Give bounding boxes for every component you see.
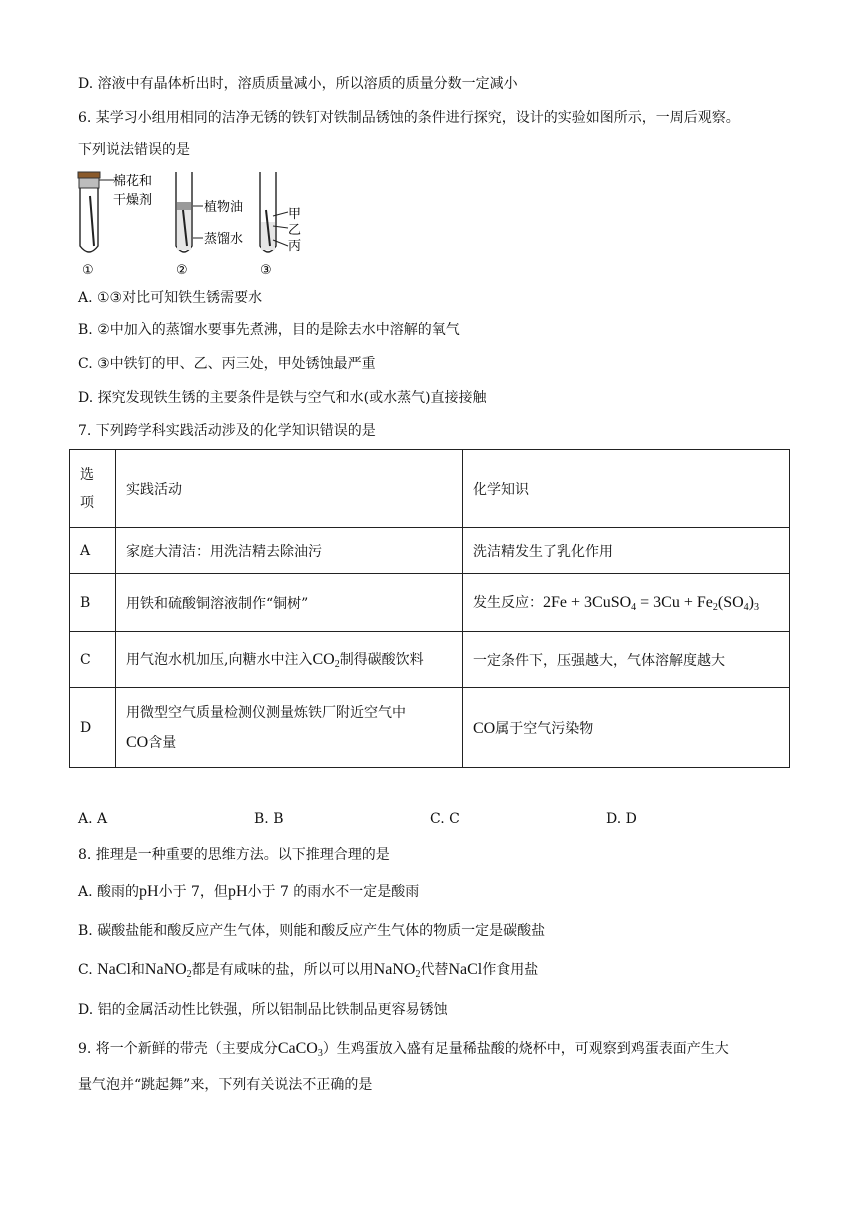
row-c-activity: 用气泡水机加压,向糖水中注入$CO_2$制得碳酸饮料	[116, 632, 463, 688]
tube-3	[260, 172, 288, 252]
table-header-row	[70, 450, 790, 528]
q7-table	[69, 449, 790, 768]
table-row	[70, 688, 790, 768]
row-b-knowledge: 发生反应：2Fe + 3CuSO$_4$ = $3Cu + Fe_2(SO_4)_3$	[463, 574, 790, 632]
label-water: 蒸馏水	[204, 232, 244, 247]
q8-option-c: C. NaCl和NaNO$_2$都是有咸味的盐，所以可以用NaNO$_2$代替NaCl作食用盐	[78, 961, 539, 980]
q9-line1: 9. 将一个新鲜的带壳（主要成分CaCO$_3$）生鸡蛋放入盛有足量稀盐酸的烧杯中，可观察到鸡蛋表面产生大	[78, 1040, 729, 1059]
tube-2-label: ②	[176, 263, 188, 278]
q6-stem-line2: 下列说法错误的是	[78, 142, 190, 158]
q5-option-d: D. 溶液中有晶体析出时，溶质质量减小，所以溶质的质量分数一定减小	[78, 76, 518, 92]
q6-option-d: D. 探究发现铁生锈的主要条件是铁与空气和水(或水蒸气)直接接触	[78, 390, 487, 406]
q7-answer-d: D. D	[606, 811, 637, 827]
row-d-activity: 用微型空气质量检测仪测量炼铁厂附近空气中 CO含量	[116, 688, 463, 768]
q6-option-b: B. ②中加入的蒸馏水要事先煮沸，目的是除去水中溶解的氧气	[78, 322, 460, 338]
label-bing: 丙	[288, 239, 302, 254]
label-jia: 甲	[288, 207, 302, 222]
row-b-option: B	[70, 574, 116, 632]
tube-1-label: ①	[82, 263, 94, 278]
q7-answer-b: B. B	[254, 811, 284, 827]
table-row	[70, 632, 790, 688]
header-activity: 实践活动	[116, 450, 463, 528]
label-cotton-1: 棉花和	[113, 174, 153, 189]
row-d-knowledge: CO属于空气污染物	[463, 688, 790, 768]
row-c-knowledge: 一定条件下，压强越大，气体溶解度越大	[463, 632, 790, 688]
q8-option-a: A. 酸雨的pH小于 7，但pH小于 7 的雨水不一定是酸雨	[78, 883, 420, 900]
row-b-activity: 用铁和硫酸铜溶液制作“铜树”	[116, 574, 463, 632]
row-a-option: A	[70, 528, 116, 574]
q6-option-c: C. ③中铁钉的甲、乙、丙三处，甲处锈蚀最严重	[78, 356, 376, 372]
q7-answer-a: A. A	[78, 811, 108, 827]
tube-2	[176, 172, 203, 252]
row-a-knowledge: 洗洁精发生了乳化作用	[463, 528, 790, 574]
label-yi: 乙	[288, 223, 302, 238]
q8-option-d: D. 铝的金属活动性比铁强，所以铝制品比铁制品更容易锈蚀	[78, 1002, 448, 1018]
q9-line2: 量气泡并“跳起舞”来，下列有关说法不正确的是	[78, 1077, 373, 1093]
q7-stem: 7. 下列跨学科实践活动涉及的化学知识错误的是	[78, 423, 376, 439]
q6-option-a: A. ①③对比可知铁生锈需要水	[78, 290, 263, 306]
reaction-equation: 2Fe + 3CuSO$_4$ = $3Cu + Fe_2(SO_4)_3$	[543, 594, 759, 613]
table-row	[70, 528, 790, 574]
header-knowledge: 化学知识	[463, 450, 790, 528]
q8-option-b: B. 碳酸盐能和酸反应产生气体，则能和酸反应产生气体的物质一定是碳酸盐	[78, 923, 546, 939]
test-tube-figure	[70, 166, 320, 278]
row-d-option: D	[70, 688, 116, 768]
q6-stem-line1: 6. 某学习小组用相同的洁净无锈的铁钉对铁制品锈蚀的条件进行探究，设计的实验如图所示，一周后观察。	[78, 110, 740, 126]
header-option: 选 项	[70, 450, 116, 528]
row-c-option: C	[70, 632, 116, 688]
q8-stem: 8. 推理是一种重要的思维方法。以下推理合理的是	[78, 847, 390, 863]
tube-1	[78, 172, 114, 252]
tube-3-label: ③	[260, 263, 272, 278]
table-row	[70, 574, 790, 632]
row-a-activity: 家庭大清洁：用洗洁精去除油污	[116, 528, 463, 574]
label-cotton-2: 干燥剂	[113, 193, 153, 208]
label-oil: 植物油	[204, 200, 244, 215]
q7-answer-c: C. C	[430, 811, 460, 827]
